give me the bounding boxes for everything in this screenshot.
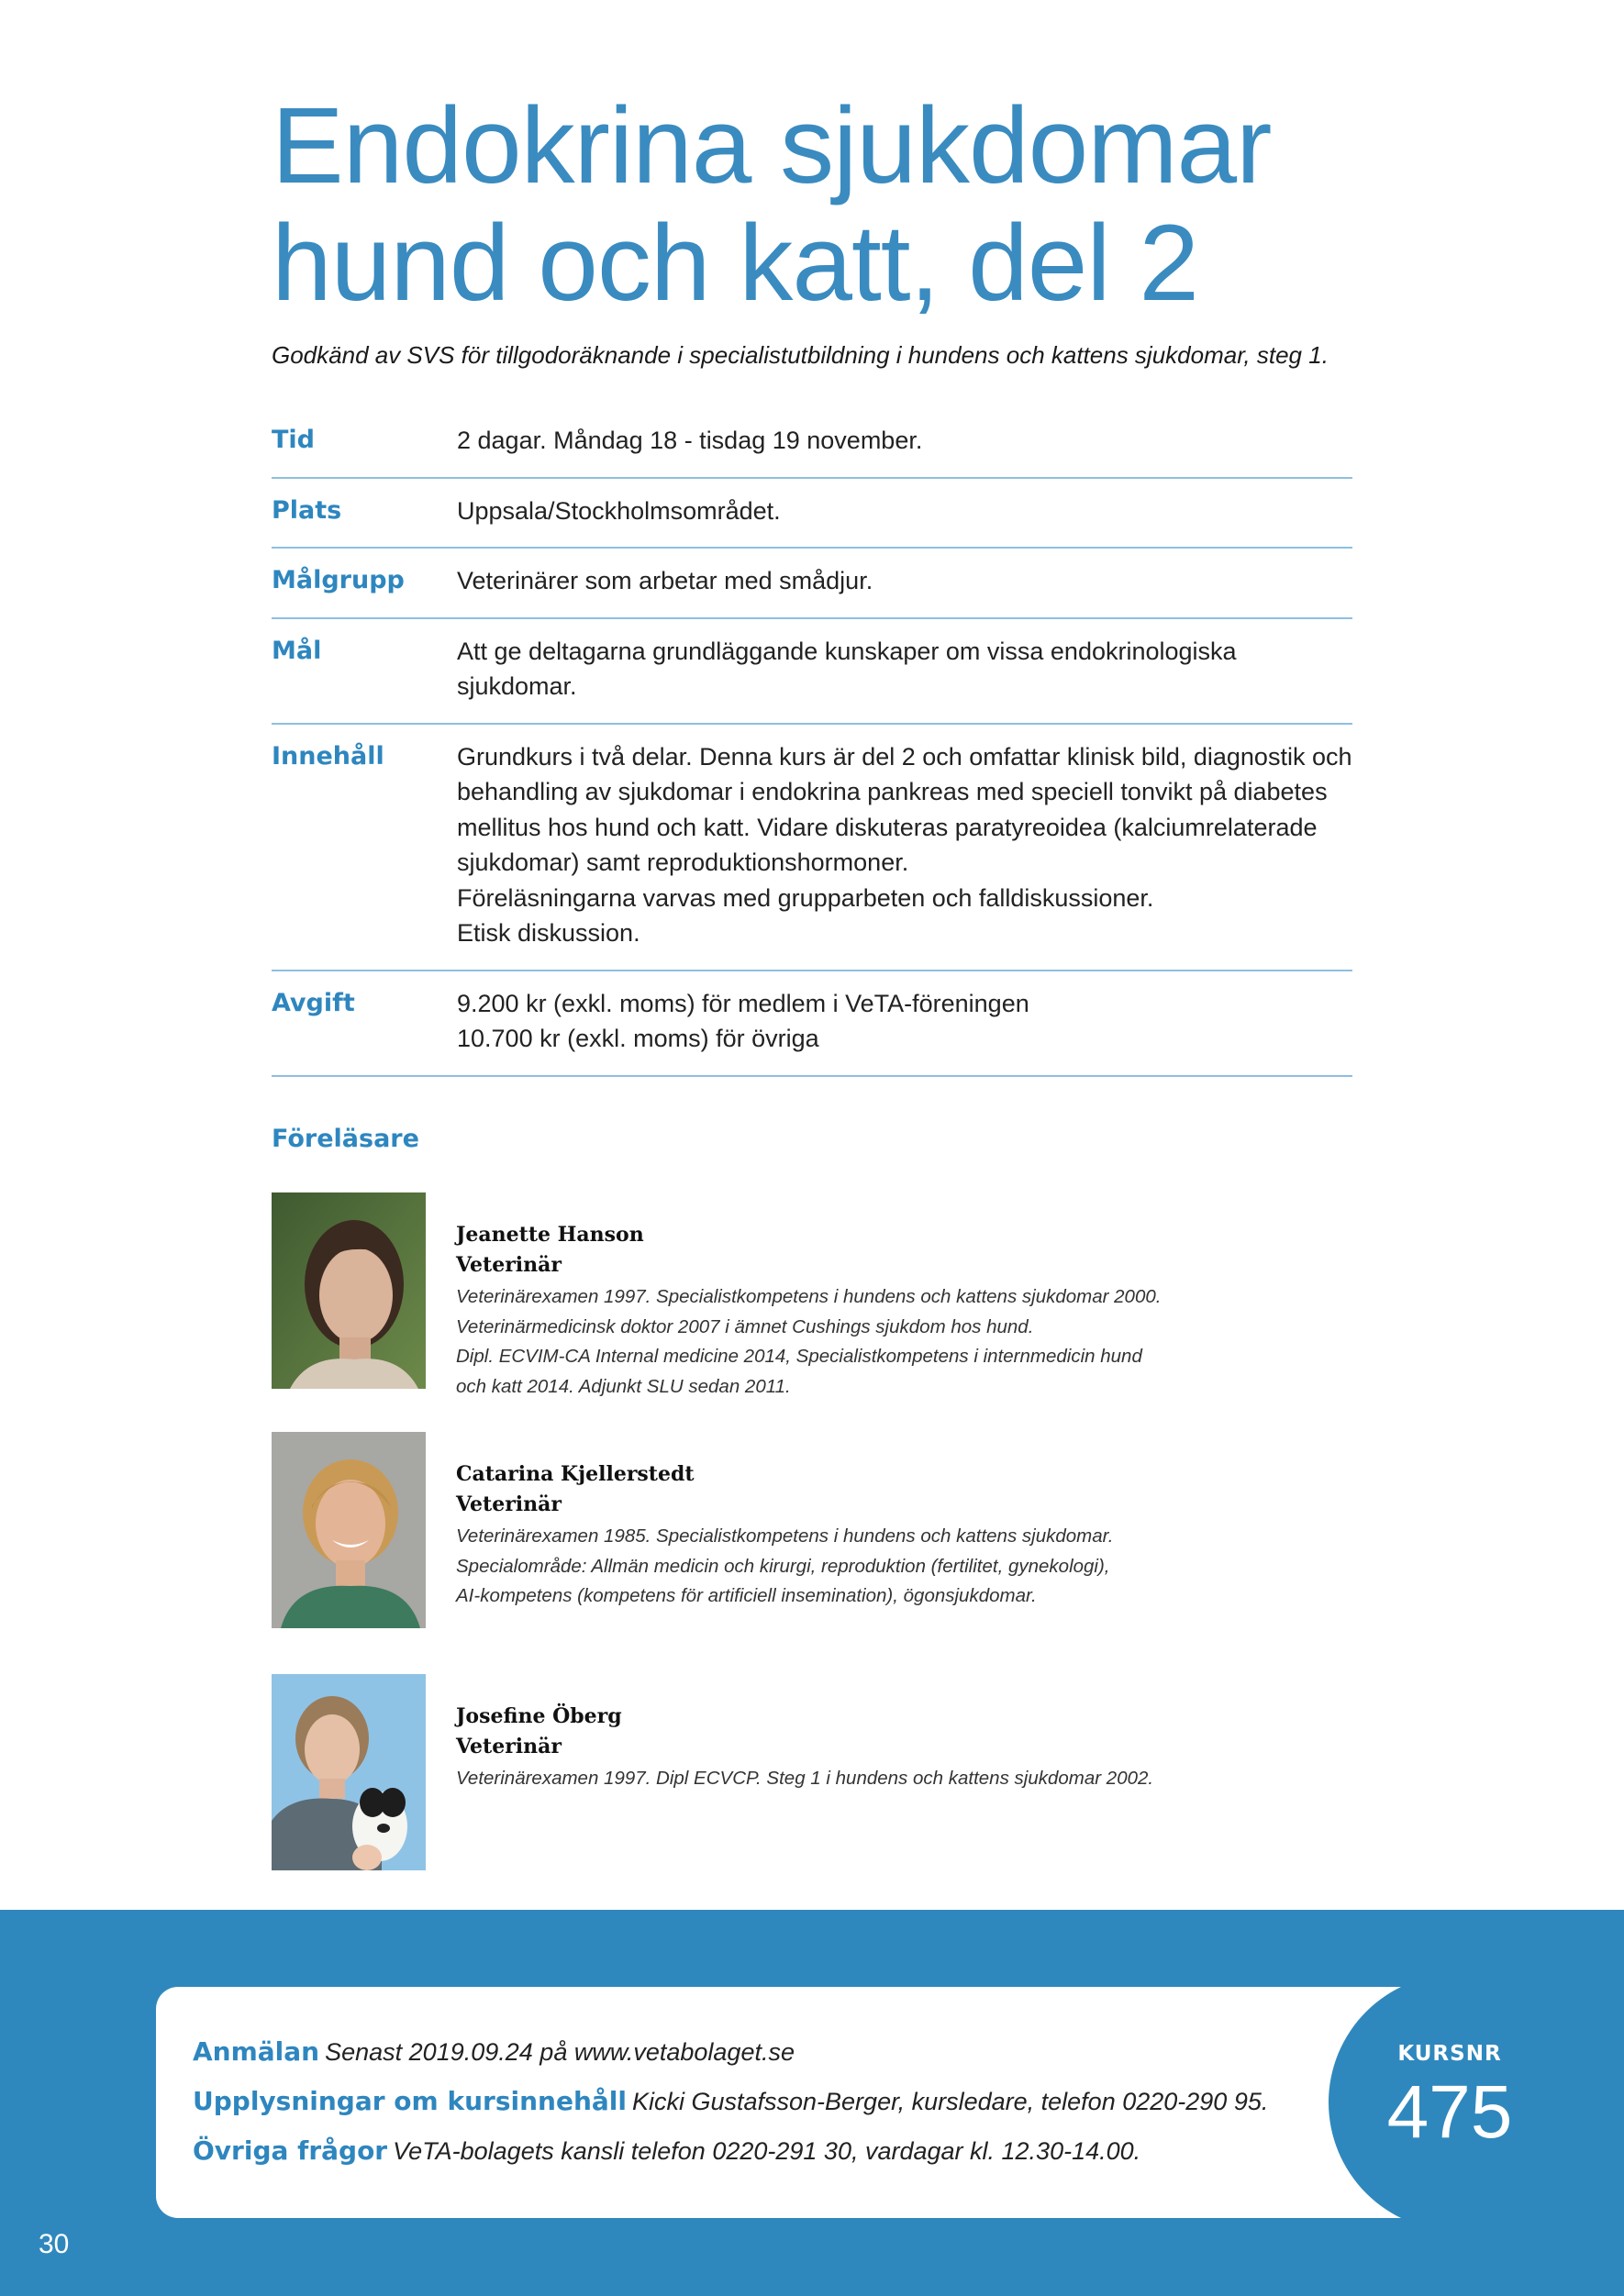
lecturer-jeanette	[456, 1220, 1282, 1402]
contact-label: Anmälan	[193, 2036, 320, 2067]
info-label: Målgrupp	[272, 566, 405, 594]
bio-line: Specialområde: Allmän medicin och kirurgi, reproduktion (fertilitet, gynekologi),	[456, 1555, 1110, 1577]
info-value: Att ge deltagarna grundläggande kunskaper om vissa endokrinologiska sjukdomar.	[457, 637, 1237, 700]
info-row-tid	[272, 408, 1352, 479]
bio-line: Veterinärmedicinsk doktor 2007 i ämnet Cushings sjukdom hos hund.	[456, 1315, 1034, 1337]
lecturer-catarina	[456, 1459, 1282, 1612]
bio-line: Veterinärexamen 1997. Specialistkompetens i hundens och kattens sjukdomar 2000.	[456, 1286, 1162, 1307]
lecturer-josefine	[456, 1702, 1282, 1794]
course-info-table	[272, 408, 1352, 1077]
info-row-avgift	[272, 971, 1352, 1077]
contact-other-questions	[193, 2128, 1321, 2178]
lecturer-name: Josefine Öberg	[456, 1704, 622, 1728]
info-value: 2 dagar. Måndag 18 - tisdag 19 november.	[457, 427, 923, 454]
lecturer-photo-josefine	[272, 1674, 426, 1870]
lecturer-name: Jeanette Hanson	[456, 1223, 644, 1247]
bio-line: Dipl. ECVIM-CA Internal medicine 2014, Specialistkompetens i internmedicin hund	[456, 1346, 1142, 1367]
contact-course-info	[193, 2079, 1321, 2128]
info-row-mal	[272, 619, 1352, 725]
accreditation-note: Godkänd av SVS för tillgodoräknande i specialistutbildning i hundens och kattens sjukdomar, steg 1.	[272, 341, 1329, 369]
content-line: Grundkurs i två delar. Denna kurs är del 2 och omfattar klinisk bild, diagnostik och	[457, 742, 1352, 771]
fee-line: 10.700 kr (exkl. moms) för övriga	[457, 1025, 819, 1052]
page-title	[272, 87, 1464, 322]
course-number-label: KURSNR	[1397, 2042, 1502, 2066]
content-line: Föreläsningarna varvas med grupparbeten och falldiskussioner.	[457, 883, 1154, 912]
lecturer-role: Veterinär	[456, 1735, 562, 1758]
contact-registration	[193, 2029, 1321, 2079]
lecturer-bio	[456, 1764, 1282, 1794]
info-row-innehall	[272, 725, 1352, 971]
info-value: Veterinärer som arbetar med smådjur.	[457, 567, 873, 594]
content-line: sjukdomar) samt reproduktionshormoner.	[457, 849, 909, 876]
title-line-2: hund och katt, del 2	[272, 203, 1198, 324]
info-row-plats	[272, 479, 1352, 549]
content-line: Etisk diskussion.	[457, 919, 640, 947]
bio-line: och katt 2014. Adjunkt SLU sedan 2011.	[456, 1375, 791, 1397]
course-number: 475	[1386, 2070, 1513, 2154]
page-number: 30	[39, 2229, 70, 2259]
info-label: Tid	[272, 426, 315, 454]
info-label: Innehåll	[272, 741, 384, 771]
bio-line: Veterinärexamen 1997. Dipl ECVCP. Steg 1 i hundens och kattens sjukdomar 2002.	[456, 1768, 1154, 1789]
contact-info	[193, 2029, 1321, 2178]
lecturer-role: Veterinär	[456, 1492, 562, 1516]
contact-value: VeTA-bolagets kansli telefon 0220-291 30, vardagar kl. 12.30-14.00.	[393, 2137, 1141, 2165]
lecturer-bio	[456, 1282, 1282, 1402]
lecturers-heading: Föreläsare	[272, 1125, 419, 1153]
contact-label: Övriga frågor	[193, 2135, 388, 2166]
lecturer-role: Veterinär	[456, 1253, 562, 1277]
info-value	[457, 739, 1352, 951]
contact-value: Senast 2019.09.24 på www.vetabolaget.se	[325, 2038, 795, 2066]
lecturer-photo-jeanette	[272, 1192, 426, 1389]
fee-line: 9.200 kr (exkl. moms) för medlem i VeTA-föreningen	[457, 989, 1029, 1017]
contact-label: Upplysningar om kursinnehåll	[193, 2086, 627, 2116]
lecturer-photo-catarina	[272, 1432, 426, 1628]
info-row-malgrupp	[272, 549, 1352, 619]
info-label: Plats	[272, 495, 342, 525]
content-line: mellitus hos hund och katt. Vidare diskuteras paratyreoidea (kalciumrelaterade	[457, 813, 1318, 841]
title-line-1: Endokrina sjukdomar	[272, 85, 1272, 206]
contact-value: Kicki Gustafsson-Berger, kursledare, telefon 0220-290 95.	[631, 2088, 1269, 2115]
info-value: Uppsala/Stockholmsområdet.	[457, 496, 781, 525]
lecturer-name: Catarina Kjellerstedt	[456, 1462, 695, 1486]
info-value	[457, 986, 1352, 1057]
content-line: behandling av sjukdomar i endokrina pankreas med speciell tonvikt på diabetes	[457, 778, 1328, 805]
bio-line: Veterinärexamen 1985. Specialistkompetens i hundens och kattens sjukdomar.	[456, 1525, 1114, 1547]
bio-line: AI-kompetens (kompetens för artificiell insemination), ögonsjukdomar.	[456, 1585, 1037, 1606]
info-label: Mål	[272, 636, 322, 665]
lecturer-bio	[456, 1522, 1282, 1612]
info-label: Avgift	[272, 988, 355, 1017]
